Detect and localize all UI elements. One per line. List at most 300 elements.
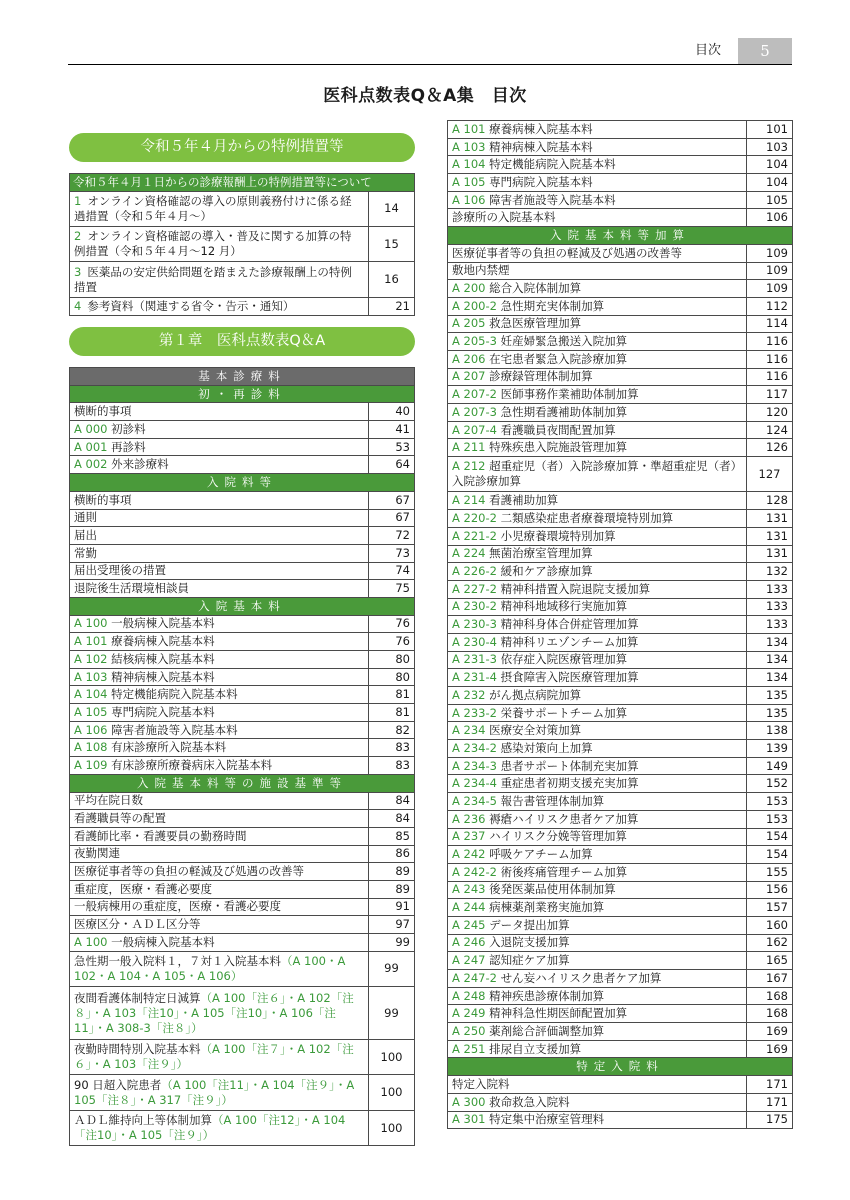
page-ref: 89 — [369, 880, 415, 898]
page-ref: 106 — [747, 209, 793, 227]
toc-row[interactable] — [70, 651, 415, 669]
item-title: 診療録管理体制加算 — [489, 369, 593, 384]
page-ref: 40 — [369, 403, 415, 421]
item-code: A 220-2 — [452, 510, 497, 525]
toc-row[interactable] — [448, 722, 793, 740]
item-code: A 244 — [452, 900, 486, 915]
toc-row[interactable] — [448, 439, 793, 457]
page-ref: 100 — [369, 1110, 415, 1145]
page-ref: 109 — [747, 280, 793, 298]
page-ref: 169 — [747, 1040, 793, 1058]
item-code: A 246 — [452, 935, 486, 950]
toc-row[interactable] — [70, 544, 415, 562]
item-title: 医療区分・ＡＤＬ区分等 — [74, 917, 201, 932]
section-header — [70, 474, 415, 492]
item-title: 術後疼痛管理チーム加算 — [500, 864, 628, 879]
item-reference: （A 100「注11」・A 104「注９」・A 105「注８」・A 317「注９」） — [74, 1077, 355, 1107]
item-title: 認知症ケア加算 — [489, 953, 570, 968]
toc-row[interactable] — [448, 156, 793, 174]
page-ref: 165 — [747, 952, 793, 970]
page-ref: 117 — [747, 386, 793, 404]
page-ref: 16 — [369, 262, 415, 297]
item-code: A 101 — [452, 121, 486, 136]
item-code: A 231-3 — [452, 652, 497, 667]
toc-row[interactable] — [70, 898, 415, 916]
toc-row[interactable] — [448, 669, 793, 687]
item-title: 精神科身体合併症管理加算 — [500, 617, 639, 632]
item-title: 夜間看護体制特定日減算 — [74, 990, 201, 1005]
toc-row[interactable] — [70, 421, 415, 439]
page-ref: 133 — [747, 580, 793, 598]
toc-row[interactable] — [448, 297, 793, 315]
toc-row[interactable] — [70, 527, 415, 545]
section-header — [448, 227, 793, 245]
toc-row[interactable] — [448, 421, 793, 439]
item-code: A 248 — [452, 988, 486, 1003]
item-code: A 001 — [74, 439, 108, 454]
page-ref: 131 — [747, 510, 793, 528]
toc-row[interactable] — [448, 1076, 793, 1094]
toc-row[interactable] — [448, 616, 793, 634]
item-code: A 300 — [452, 1094, 486, 1109]
item-title: 敷地内禁煙 — [452, 263, 510, 278]
item-code: A 207-3 — [452, 404, 497, 419]
item-code: A 232 — [452, 687, 486, 702]
item-title: 無菌治療室管理加算 — [489, 546, 593, 561]
page-ref: 133 — [747, 598, 793, 616]
page-ref: 157 — [747, 899, 793, 917]
page-ref: 154 — [747, 846, 793, 864]
toc-row[interactable] — [70, 1075, 415, 1110]
page-ref: 124 — [747, 421, 793, 439]
item-code: A 234-2 — [452, 740, 497, 755]
toc-row[interactable] — [448, 846, 793, 864]
toc-row[interactable] — [448, 262, 793, 280]
toc-row[interactable] — [448, 510, 793, 528]
item-title: 横断的事項 — [74, 404, 132, 419]
toc-row[interactable] — [448, 404, 793, 422]
toc-row[interactable] — [448, 386, 793, 404]
toc-row[interactable] — [448, 191, 793, 209]
item-title: ＡＤＬ維持向上等体制加算 — [74, 1113, 212, 1128]
chapter-1-heading: 第１章 医科点数表Q＆A — [69, 327, 415, 356]
item-title: オンライン資格確認の導入の原則義務付けに係る経過措置（令和５年４月～） — [74, 193, 352, 223]
item-code: A 226-2 — [452, 564, 497, 579]
section-header — [70, 597, 415, 615]
toc-row[interactable] — [448, 828, 793, 846]
page-ref: 109 — [747, 244, 793, 262]
page-ref: 99 — [369, 934, 415, 952]
item-title: 重症患者初期支援充実加算 — [500, 776, 639, 791]
page-ref: 156 — [747, 881, 793, 899]
toc-row[interactable] — [448, 775, 793, 793]
item-title: 特定入院料 — [452, 1076, 510, 1091]
toc-row[interactable] — [448, 740, 793, 758]
item-title: 障害者施設等入院基本料 — [489, 192, 616, 207]
toc-row[interactable] — [70, 757, 415, 775]
item-title: 医療安全対策加算 — [489, 723, 582, 738]
toc-row[interactable] — [70, 1110, 415, 1145]
item-code: A 233-2 — [452, 705, 497, 720]
toc-row[interactable] — [70, 951, 415, 986]
toc-row[interactable] — [448, 987, 793, 1005]
item-code: A 247-2 — [452, 970, 497, 985]
item-number: 4 — [74, 298, 82, 313]
item-reference: （A 100「注７」・A 102「注６」・A 103「注９」） — [74, 1042, 354, 1072]
item-code: A 200-2 — [452, 298, 497, 313]
section-title: 入院基本料等の施設基準等 — [70, 774, 415, 792]
toc-row[interactable] — [70, 509, 415, 527]
item-title: 看護師比率・看護要員の勤務時間 — [74, 828, 247, 843]
item-title: 看護職員夜間配置加算 — [500, 422, 616, 437]
page-ref: 171 — [747, 1093, 793, 1111]
toc-row[interactable] — [70, 491, 415, 509]
page-ref: 135 — [747, 704, 793, 722]
item-code: A 230-2 — [452, 599, 497, 614]
item-title: がん拠点病院加算 — [489, 687, 582, 702]
item-title: 精神科リエゾンチーム加算 — [500, 634, 639, 649]
item-number: 3 — [74, 264, 82, 279]
page-number: 5 — [738, 38, 792, 65]
item-title: 看護職員等の配置 — [74, 811, 166, 826]
item-code: A 205 — [452, 316, 486, 331]
item-title: データ提出加算 — [489, 917, 570, 932]
item-code: A 243 — [452, 882, 486, 897]
item-title: 精神病棟入院基本料 — [489, 139, 593, 154]
item-code: A 109 — [74, 757, 108, 772]
toc-row[interactable] — [448, 580, 793, 598]
page-ref: 91 — [369, 898, 415, 916]
section-header — [70, 368, 415, 386]
page-ref: 53 — [369, 438, 415, 456]
page-ref: 81 — [369, 686, 415, 704]
page-ref: 116 — [747, 368, 793, 386]
page-ref: 82 — [369, 721, 415, 739]
item-title: 依存症入院医療管理加算 — [500, 652, 628, 667]
page-ref: 168 — [747, 987, 793, 1005]
item-code: A 245 — [452, 917, 486, 932]
toc-row[interactable] — [448, 368, 793, 386]
item-title: 退院後生活環境相談員 — [74, 581, 189, 596]
item-title: 届出 — [74, 528, 97, 543]
toc-row[interactable] — [70, 916, 415, 934]
item-title: 常勤 — [74, 545, 97, 560]
toc-row[interactable] — [448, 174, 793, 192]
page-ref: 112 — [747, 297, 793, 315]
toc-row[interactable] — [448, 916, 793, 934]
page-ref: 67 — [369, 509, 415, 527]
toc-row[interactable] — [70, 704, 415, 722]
page-ref: 135 — [747, 687, 793, 705]
item-title: 救命救急入院料 — [489, 1094, 570, 1109]
item-code: A 237 — [452, 829, 486, 844]
page-ref: 99 — [369, 987, 415, 1040]
toc-row[interactable] — [448, 863, 793, 881]
toc-row[interactable] — [448, 457, 793, 492]
toc-row[interactable] — [70, 739, 415, 757]
page-ref: 81 — [369, 704, 415, 722]
item-title: 感染対策向上加算 — [500, 740, 593, 755]
page-ref: 131 — [747, 527, 793, 545]
toc-row[interactable] — [448, 881, 793, 899]
item-code: A 002 — [74, 457, 108, 472]
page-ref: 138 — [747, 722, 793, 740]
item-code: A 230-4 — [452, 634, 497, 649]
toc-row[interactable] — [448, 598, 793, 616]
page-ref: 73 — [369, 544, 415, 562]
toc-row[interactable] — [448, 121, 793, 139]
item-title: 医療従事者等の負担の軽減及び処遇の改善等 — [452, 245, 682, 260]
item-reference: （A 100「注12」・A 104「注10」・A 105「注９」） — [74, 1113, 346, 1143]
item-title: 看護補助加算 — [489, 493, 559, 508]
item-title: 重症度，医療・看護必要度 — [74, 881, 212, 896]
item-title: 精神科措置入院退院支援加算 — [500, 581, 651, 596]
item-title: 入退院支援加算 — [489, 935, 570, 950]
item-title: 褥瘡ハイリスク患者ケア加算 — [489, 811, 639, 826]
toc-row[interactable] — [448, 1111, 793, 1129]
item-title: 平均在院日数 — [74, 793, 143, 808]
toc-row[interactable] — [70, 403, 415, 421]
item-title: 緩和ケア診療加算 — [500, 564, 593, 579]
item-code: A 234-3 — [452, 758, 497, 773]
item-code: A 231-4 — [452, 670, 497, 685]
item-title: 薬剤総合評価調整加算 — [489, 1023, 605, 1038]
item-code: A 105 — [74, 704, 108, 719]
item-title: 診療所の入院基本料 — [452, 210, 556, 225]
item-code: A 234-4 — [452, 776, 497, 791]
page-ref: 84 — [369, 792, 415, 810]
page-ref: 80 — [369, 651, 415, 669]
item-title: 療養病棟入院基本料 — [489, 121, 593, 136]
page-ref: 168 — [747, 1005, 793, 1023]
toc-row[interactable] — [448, 952, 793, 970]
item-title: 患者サポート体制充実加算 — [500, 758, 639, 773]
item-title: 妊産婦緊急搬送入院加算 — [500, 334, 628, 349]
chapter-toc-left — [69, 367, 415, 1146]
item-title: ハイリスク分娩等管理加算 — [489, 829, 627, 844]
item-title: 総合入院体制加算 — [489, 281, 582, 296]
item-title: 急性期充実体制加算 — [500, 298, 605, 313]
item-title: 超重症児（者）入院診療加算・準超重症児（者）入院診療加算 — [452, 459, 737, 489]
toc-row[interactable] — [448, 970, 793, 988]
item-code: A 207-4 — [452, 422, 497, 437]
item-reference: （A 100「注６」・A 102「注８」・A 103「注10」・A 105「注10」・A 106「注11」・A 308-3「注８」） — [74, 990, 354, 1035]
toc-row[interactable] — [448, 810, 793, 828]
item-title: 特殊疾患入院施設管理加算 — [489, 440, 628, 455]
item-code: A 102 — [74, 651, 108, 666]
toc-row[interactable] — [448, 350, 793, 368]
item-title: 医薬品の安定供給問題を踏まえた診療報酬上の特例措置 — [74, 264, 352, 294]
page-ref: 109 — [747, 262, 793, 280]
toc-row[interactable] — [70, 810, 415, 828]
item-title: 専門病院入院基本料 — [489, 174, 593, 189]
page-ref: 154 — [747, 828, 793, 846]
section-header — [70, 385, 415, 403]
page-ref: 99 — [369, 951, 415, 986]
item-code: A 242 — [452, 847, 486, 862]
item-code: A 234-5 — [452, 793, 497, 808]
toc-row[interactable] — [448, 687, 793, 705]
item-title: 通則 — [74, 510, 97, 525]
toc-row[interactable] — [448, 563, 793, 581]
toc-row[interactable] — [70, 668, 415, 686]
item-title: 夜勤時間特別入院基本料 — [74, 1042, 201, 1057]
toc-row[interactable] — [70, 880, 415, 898]
page-ref: 134 — [747, 669, 793, 687]
special-measures-table — [69, 173, 415, 316]
page-ref: 134 — [747, 651, 793, 669]
page-ref: 89 — [369, 863, 415, 881]
toc-row[interactable] — [70, 191, 415, 226]
toc-row[interactable] — [70, 792, 415, 810]
item-number: 2 — [74, 229, 82, 244]
toc-row[interactable] — [70, 633, 415, 651]
page-ref: 134 — [747, 633, 793, 651]
toc-row[interactable] — [70, 580, 415, 598]
toc-row[interactable] — [448, 527, 793, 545]
item-title: 救急医療管理加算 — [489, 316, 582, 331]
page-ref: 41 — [369, 421, 415, 439]
item-title: 医師事務作業補助体制加算 — [500, 387, 639, 402]
toc-row[interactable] — [448, 934, 793, 952]
page-ref: 104 — [747, 174, 793, 192]
toc-row[interactable] — [70, 987, 415, 1040]
item-code: A 230-3 — [452, 617, 497, 632]
toc-row[interactable] — [448, 633, 793, 651]
toc-row[interactable] — [70, 227, 415, 262]
toc-row[interactable] — [70, 456, 415, 474]
page-ref: 100 — [369, 1040, 415, 1075]
toc-row[interactable] — [70, 297, 415, 315]
section-title: 特定入院料 — [448, 1058, 793, 1076]
item-code: A 100 — [74, 616, 108, 631]
page-ref: 15 — [369, 227, 415, 262]
page-ref: 83 — [369, 757, 415, 775]
item-code: A 103 — [74, 669, 108, 684]
section-header — [70, 774, 415, 792]
item-title: 初診料 — [111, 421, 146, 436]
header-label: 目次 — [695, 43, 722, 58]
item-code: A 206 — [452, 351, 486, 366]
toc-row[interactable] — [448, 793, 793, 811]
item-title: 栄養サポートチーム加算 — [500, 705, 628, 720]
toc-row[interactable] — [448, 244, 793, 262]
item-title: 再診料 — [111, 439, 146, 454]
item-title: 有床診療所療養病床入院基本料 — [111, 757, 273, 772]
item-title: 障害者施設等入院基本料 — [111, 722, 238, 737]
page-ref: 128 — [747, 492, 793, 510]
page-ref: 127 — [747, 457, 793, 492]
item-title: 急性期看護補助体制加算 — [500, 404, 628, 419]
toc-row[interactable] — [70, 615, 415, 633]
toc-row[interactable] — [448, 899, 793, 917]
item-title: 外来診療料 — [111, 457, 169, 472]
toc-row[interactable] — [448, 651, 793, 669]
page-ref: 75 — [369, 580, 415, 598]
page-ref: 72 — [369, 527, 415, 545]
item-code: A 212 — [452, 459, 486, 474]
toc-row[interactable] — [448, 333, 793, 351]
item-title: 呼吸ケアチーム加算 — [489, 847, 593, 862]
item-title: 結核病棟入院基本料 — [111, 651, 215, 666]
item-code: A 234 — [452, 723, 486, 738]
page-ref: 149 — [747, 757, 793, 775]
page-ref: 162 — [747, 934, 793, 952]
page-ref: 101 — [747, 121, 793, 139]
chapter-toc-right — [447, 120, 793, 1129]
toc-row[interactable] — [448, 704, 793, 722]
toc-row[interactable] — [448, 757, 793, 775]
toc-row[interactable] — [70, 262, 415, 297]
page-ref: 21 — [369, 297, 415, 315]
item-code: A 106 — [74, 722, 108, 737]
item-title: 一般病棟入院基本料 — [111, 616, 215, 631]
toc-row[interactable] — [70, 845, 415, 863]
item-title: 後発医薬品使用体制加算 — [489, 882, 616, 897]
special-measures-table-header: 令和５年４月１日からの診療報酬上の特例措置等について — [70, 174, 415, 192]
toc-row[interactable] — [448, 1040, 793, 1058]
toc-row[interactable] — [448, 1093, 793, 1111]
item-code: A 103 — [452, 139, 486, 154]
item-title: 有床診療所入院基本料 — [111, 740, 227, 755]
section-title: 入院基本料等加算 — [448, 227, 793, 245]
item-title: 排尿自立支援加算 — [489, 1041, 582, 1056]
toc-row[interactable] — [448, 315, 793, 333]
toc-row[interactable] — [70, 863, 415, 881]
toc-row[interactable] — [70, 562, 415, 580]
item-title: 摂食障害入院医療管理加算 — [500, 670, 639, 685]
page-ref: 120 — [747, 404, 793, 422]
toc-row[interactable] — [70, 827, 415, 845]
toc-row[interactable] — [70, 721, 415, 739]
item-code: A 207 — [452, 369, 486, 384]
page-title: 医科点数表Q＆A集 目次 — [323, 86, 527, 106]
page-ref: 14 — [369, 191, 415, 226]
section-title: 初・再診料 — [70, 385, 415, 403]
item-title: 特定機能病院入院基本料 — [489, 157, 616, 172]
section-header — [448, 1058, 793, 1076]
item-code: A 227-2 — [452, 581, 497, 596]
item-title: 精神科急性期医師配置加算 — [489, 1006, 628, 1021]
toc-row[interactable] — [70, 1040, 415, 1075]
page-ref: 116 — [747, 350, 793, 368]
toc-row[interactable] — [448, 492, 793, 510]
page-ref: 171 — [747, 1076, 793, 1094]
toc-row[interactable] — [448, 209, 793, 227]
item-title: 特定機能病院入院基本料 — [111, 687, 238, 702]
toc-row[interactable] — [448, 545, 793, 563]
item-code: A 224 — [452, 546, 486, 561]
item-code: A 101 — [74, 634, 108, 649]
page-ref: 64 — [369, 456, 415, 474]
item-title: 夜勤関連 — [74, 846, 120, 861]
toc-row[interactable] — [70, 686, 415, 704]
toc-row[interactable] — [448, 138, 793, 156]
toc-row[interactable] — [70, 934, 415, 952]
item-title: 医療従事者等の負担の軽減及び処遇の改善等 — [74, 864, 304, 879]
page-ref: 116 — [747, 333, 793, 351]
toc-row[interactable] — [448, 280, 793, 298]
toc-row[interactable] — [448, 1005, 793, 1023]
toc-row[interactable] — [70, 438, 415, 456]
item-title: 一般病棟用の重症度，医療・看護必要度 — [74, 899, 281, 914]
item-code: A 221-2 — [452, 528, 497, 543]
toc-row[interactable] — [448, 1023, 793, 1041]
item-code: A 236 — [452, 811, 486, 826]
item-code: A 104 — [452, 157, 486, 172]
item-code: A 211 — [452, 440, 486, 455]
header-rule — [68, 64, 792, 65]
